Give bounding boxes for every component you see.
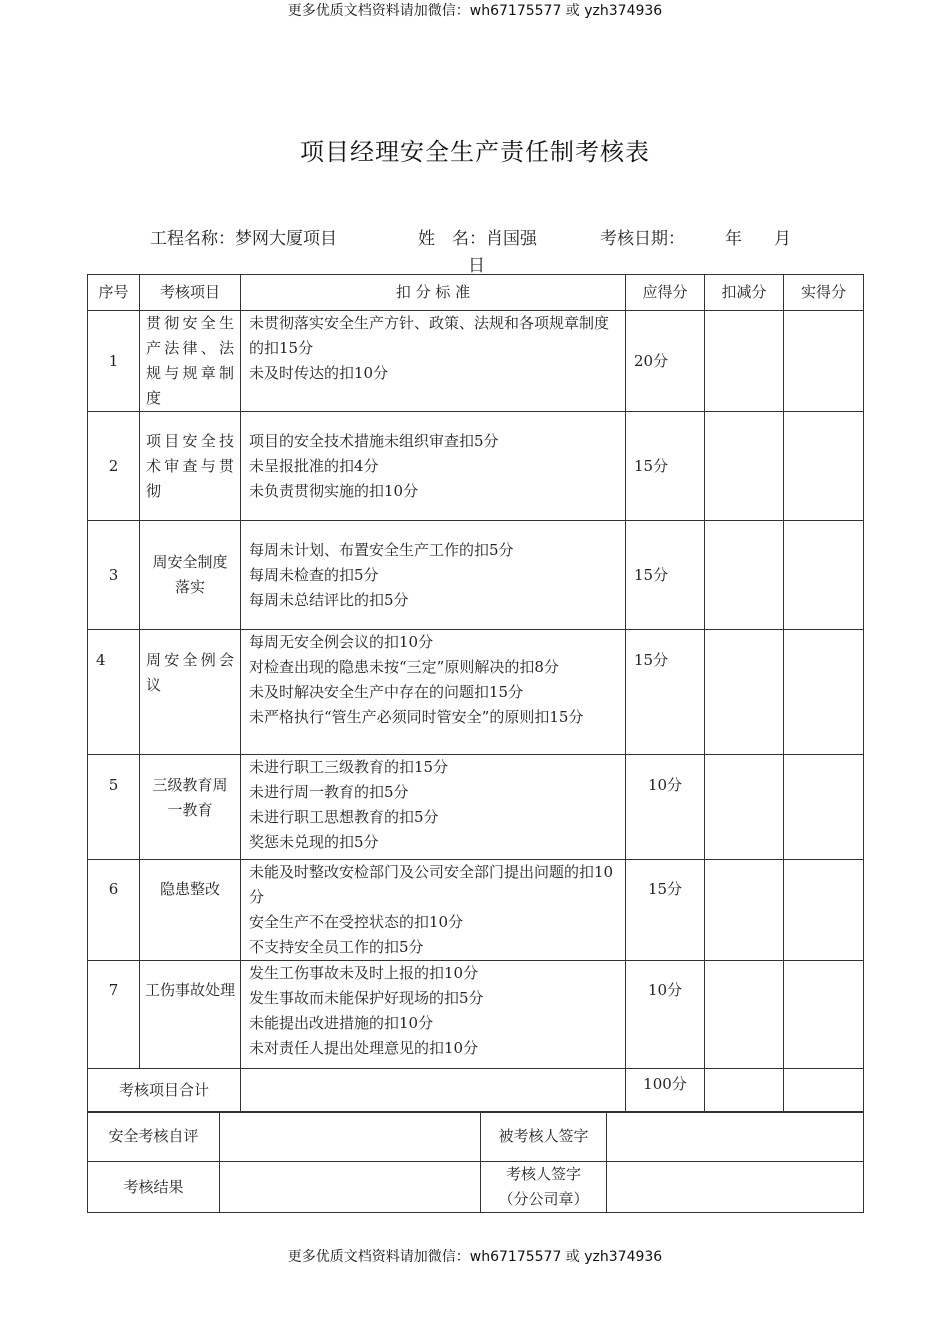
row-deduction-cell[interactable] <box>705 860 784 961</box>
result-cell[interactable] <box>220 1162 481 1213</box>
date-day: 日 <box>468 256 485 276</box>
standard-line: 未进行职工思想教育的扣5分 <box>249 808 439 826</box>
table-row <box>88 412 864 521</box>
row-actual-score-cell[interactable] <box>784 311 864 412</box>
standard-line: 发生事故而未能保护好现场的扣5分 <box>249 989 484 1007</box>
standard-line: 未对责任人提出处理意见的扣10分 <box>249 1039 479 1057</box>
row-due-score: 15分 <box>626 521 705 630</box>
footer-note: 更多优质文档资料请加微信：wh67175577 或 yzh374936 <box>287 1249 663 1265</box>
row-actual-score-cell[interactable] <box>784 961 864 1069</box>
row-standards <box>241 860 626 961</box>
table-header-row <box>88 275 864 311</box>
col-header-deduction: 扣减分 <box>705 275 784 311</box>
row-deduction-cell[interactable] <box>705 412 784 521</box>
row-due-score: 10分 <box>626 755 705 860</box>
col-header-item: 考核项目 <box>140 275 241 311</box>
row-item: 周安全例会议 <box>140 630 241 755</box>
total-score: 100分 <box>626 1069 705 1113</box>
row-no: 6 <box>88 860 140 961</box>
date-year: 年 <box>725 229 742 249</box>
row-actual-score-cell[interactable] <box>784 521 864 630</box>
table-row <box>88 311 864 412</box>
assessor-sign-label-cell <box>481 1162 607 1213</box>
row-item: 周安全制度落实 <box>140 521 241 630</box>
row-deduction-cell[interactable] <box>705 311 784 412</box>
self-eval-row <box>88 1112 864 1162</box>
project-name: 工程名称：梦网大厦项目 <box>150 229 337 249</box>
signature-table <box>87 1111 864 1213</box>
total-actual-score-cell[interactable] <box>784 1069 864 1113</box>
assessee-name: 姓 名：肖国强 <box>418 229 537 249</box>
row-standards <box>241 755 626 860</box>
standard-line: 未进行周一教育的扣5分 <box>249 783 409 801</box>
standard-line: 每周无安全例会议的扣10分 <box>249 633 434 651</box>
row-no: 2 <box>88 412 140 521</box>
total-row <box>88 1069 864 1113</box>
row-no: 4 <box>88 630 140 755</box>
row-actual-score-cell[interactable] <box>784 755 864 860</box>
row-actual-score-cell[interactable] <box>784 412 864 521</box>
table-row <box>88 860 864 961</box>
table-row <box>88 521 864 630</box>
row-deduction-cell[interactable] <box>705 961 784 1069</box>
standard-line: 安全生产不在受控状态的扣10分 <box>249 913 464 931</box>
row-item: 工伤事故处理 <box>140 961 241 1069</box>
table-row <box>88 755 864 860</box>
row-item: 贯彻安全生产法律、法规与规章制度 <box>140 311 241 412</box>
row-due-score: 15分 <box>626 860 705 961</box>
row-item: 项目安全技术审查与贯彻 <box>140 412 241 521</box>
assessor-sign-label: 考核人签字 <box>505 1165 581 1183</box>
row-standards <box>241 521 626 630</box>
row-standards <box>241 961 626 1069</box>
standard-line: 未进行职工三级教育的扣15分 <box>249 758 449 776</box>
header-note: 更多优质文档资料请加微信：wh67175577 或 yzh374936 <box>287 3 663 19</box>
row-deduction-cell[interactable] <box>705 755 784 860</box>
row-actual-score-cell[interactable] <box>784 860 864 961</box>
standard-line: 未严格执行“管生产必须同时管安全”的原则扣15分 <box>249 708 584 726</box>
standard-line: 未贯彻落实安全生产方针、政策、法规和各项规章制度的扣15分 <box>249 314 610 357</box>
result-label: 考核结果 <box>88 1162 220 1213</box>
standard-line: 每周未总结评比的扣5分 <box>249 590 409 609</box>
total-label: 考核项目合计 <box>88 1069 241 1113</box>
row-standards <box>241 412 626 521</box>
row-deduction-cell[interactable] <box>705 630 784 755</box>
assessor-seal-label: （分公司章） <box>498 1190 589 1208</box>
row-no: 7 <box>88 961 140 1069</box>
self-eval-cell[interactable] <box>220 1112 481 1162</box>
standard-line: 未能提出改进措施的扣10分 <box>249 1014 434 1032</box>
assessor-sign-cell[interactable] <box>607 1162 864 1213</box>
row-due-score: 10分 <box>626 961 705 1069</box>
row-standards <box>241 311 626 412</box>
standard-line: 每周未检查的扣5分 <box>249 565 379 584</box>
total-standard-cell <box>241 1069 626 1113</box>
row-no: 3 <box>88 521 140 630</box>
row-no: 1 <box>88 311 140 412</box>
standard-line: 奖惩未兑现的扣5分 <box>249 833 379 851</box>
result-row <box>88 1162 864 1213</box>
standard-line: 发生工伤事故未及时上报的扣10分 <box>249 964 479 982</box>
col-header-no: 序号 <box>88 275 140 311</box>
standard-line: 未及时传达的扣10分 <box>249 364 389 382</box>
standard-line: 项目的安全技术措施未组织审查扣5分 <box>249 431 499 450</box>
self-eval-label: 安全考核自评 <box>88 1112 220 1162</box>
row-item: 隐患整改 <box>140 860 241 961</box>
standard-line: 未呈报批准的扣4分 <box>249 456 379 475</box>
row-standards <box>241 630 626 755</box>
row-due-score: 15分 <box>626 412 705 521</box>
standard-line: 未及时解决安全生产中存在的问题扣15分 <box>249 683 524 701</box>
table-row <box>88 961 864 1069</box>
standard-line: 不支持安全员工作的扣5分 <box>249 938 424 956</box>
assessment-table <box>87 274 864 1113</box>
date-month: 月 <box>774 229 791 249</box>
table-row <box>88 630 864 755</box>
date-label: 考核日期： <box>600 229 685 249</box>
standard-line: 每周未计划、布置安全生产工作的扣5分 <box>249 540 514 559</box>
standard-line: 未负责贯彻实施的扣10分 <box>249 481 419 500</box>
row-item: 三级教育周一教育 <box>140 755 241 860</box>
col-header-due-score: 应得分 <box>626 275 705 311</box>
row-actual-score-cell[interactable] <box>784 630 864 755</box>
assessee-sign-cell[interactable] <box>607 1112 864 1162</box>
row-no: 5 <box>88 755 140 860</box>
standard-line: 对检查出现的隐患未按“三定”原则解决的扣8分 <box>249 658 559 676</box>
standard-line: 未能及时整改安检部门及公司安全部门提出问题的扣10分 <box>249 863 614 906</box>
col-header-standard: 扣 分 标 准 <box>241 275 626 311</box>
row-deduction-cell[interactable] <box>705 521 784 630</box>
col-header-actual-score: 实得分 <box>784 275 864 311</box>
page-title: 项目经理安全生产责任制考核表 <box>300 138 650 166</box>
total-deduction-cell[interactable] <box>705 1069 784 1113</box>
assessee-sign-label: 被考核人签字 <box>481 1112 607 1162</box>
row-due-score: 20分 <box>626 311 705 412</box>
row-due-score: 15分 <box>626 630 705 755</box>
